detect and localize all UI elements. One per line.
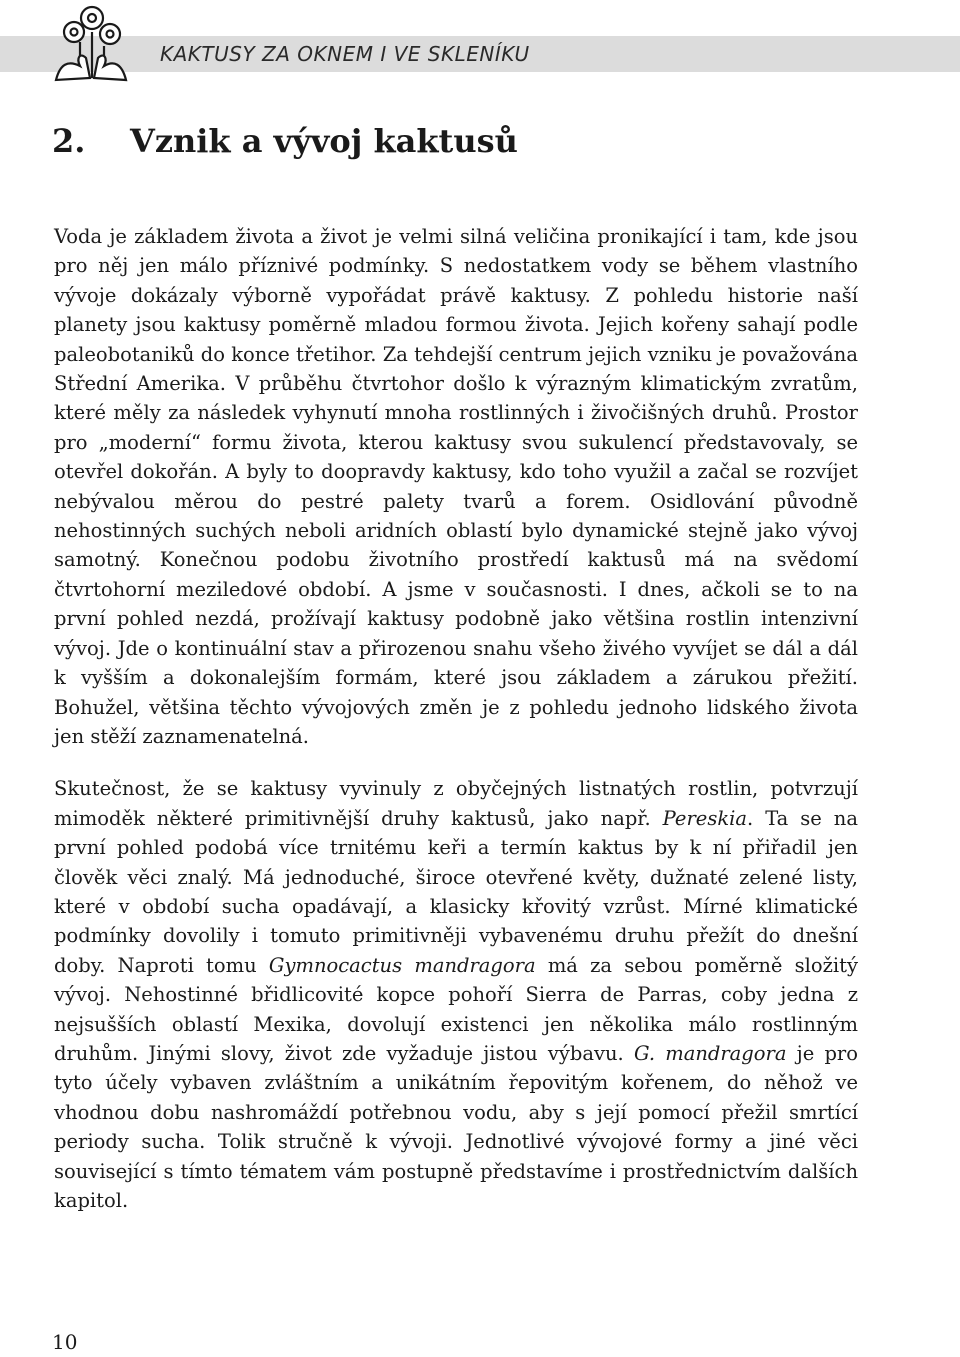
- cactus-flowers-logo: [50, 2, 132, 82]
- species-pereskia: Pereskia: [662, 806, 748, 830]
- paragraph-2-part-d: je pro tyto účely vybaven zvláštním a unikátním řepovitým kořenem, do něhož ve vhodnou dobu nashromáždí potřebnou vodu, aby s její pomocí přežil smrtící periody sucha. Tolik stručně k vývoji. Jednotlivé vývojové formy a jiné věci související s tímto tématem vám postupně představíme i prostřednictvím dalších kapitol.: [54, 1041, 858, 1212]
- chapter-heading: [52, 120, 518, 162]
- running-header-title: KAKTUSY ZA OKNEM I VE SKLENÍKU: [160, 42, 530, 66]
- paragraph-2: [54, 774, 858, 1215]
- chapter-number: 2.: [52, 122, 86, 160]
- species-gymnocactus-mandragora: Gymnocactus mandragora: [268, 953, 536, 977]
- page-number: 10: [52, 1330, 78, 1354]
- paragraph-1: Voda je základem života a život je velmi silná veličina pronikající i tam, kde jsou pro něj jen málo příznivé podmínky. S nedostatkem vody se během vlastního vývoje dokázaly výborně vypořádat právě kaktusy. Z pohledu historie naší planety jsou kaktusy poměrně mladou formou života. Jejich kořeny sahají podle paleobotaniků do konce třetihor. Za tehdejší centrum jejich vzniku je považována Střední Amerika. V průběhu čtvrtohor došlo k výrazným klimatickým zvratům, které měly za následek vyhynutí mnoha rostlinných i živočišných druhů. Prostor pro „moderní“ formu života, kterou kaktusy svou sukulencí představovaly, se otevřel dokořán. A byly to doopravdy kaktusy, kdo toho využil a začal se rozvíjet nebývalou měrou do pestré palety tvarů a forem. Osidlování původně nehostinných suchých neboli aridních oblastí bylo dynamické stejně jako vývoj samotný. Konečnou podobu životního prostředí kaktusů má na svědomí čtvrtohorní meziledové období. A jsme v současnosti. I dnes, ačkoli se to na první pohled nezdá, prožívají kaktusy podobně jako většina rostlin intenzivní vývoj. Jde o kontinuální stav a přirozenou snahu všeho živého vyvíjet se dál a dál k vyšším a dokonalejším formám, které jsou základem a zárukou přežití. Bohužel, většina těchto vývojových změn je z pohledu jednoho lidského života jen stěží zaznamenatelná.: [54, 225, 858, 748]
- paragraph-2-part-c: má za sebou poměrně složitý vývoj. Nehostinné břidlicovité kopce pohoří Sierra de Parras, coby jedna z nejsušších oblastí Mexika, dovolují existenci jen několika málo rostlinným druhům. Jinými slovy, život zde vyžaduje jistou výbavu.: [54, 953, 858, 1065]
- species-g-mandragora: G. mandragora: [633, 1041, 787, 1065]
- chapter-title: Vznik a vývoj kaktusů: [130, 122, 518, 160]
- body-text: [54, 222, 858, 1215]
- paragraph-2-part-a: Skutečnost, že se kaktusy vyvinuly z obyčejných listnatých rostlin, potvrzují mimoděk některé primitivnější druhy kaktusů, jako např.: [54, 777, 858, 830]
- paragraph-2-part-b: . Ta se na první pohled podobá více trnitému keři a termín kaktus by k ní přiřadil jen člověk věci znalý. Má jednoduché, široce otevřené květy, dužnaté zelené listy, které v období sucha opadávají, a klasicky křovitý vzrůst. Mírné klimatické podmínky dovolily i tomuto primitivněji vybavenému druhu přežít do dnešní doby. Naproti tomu: [54, 806, 858, 977]
